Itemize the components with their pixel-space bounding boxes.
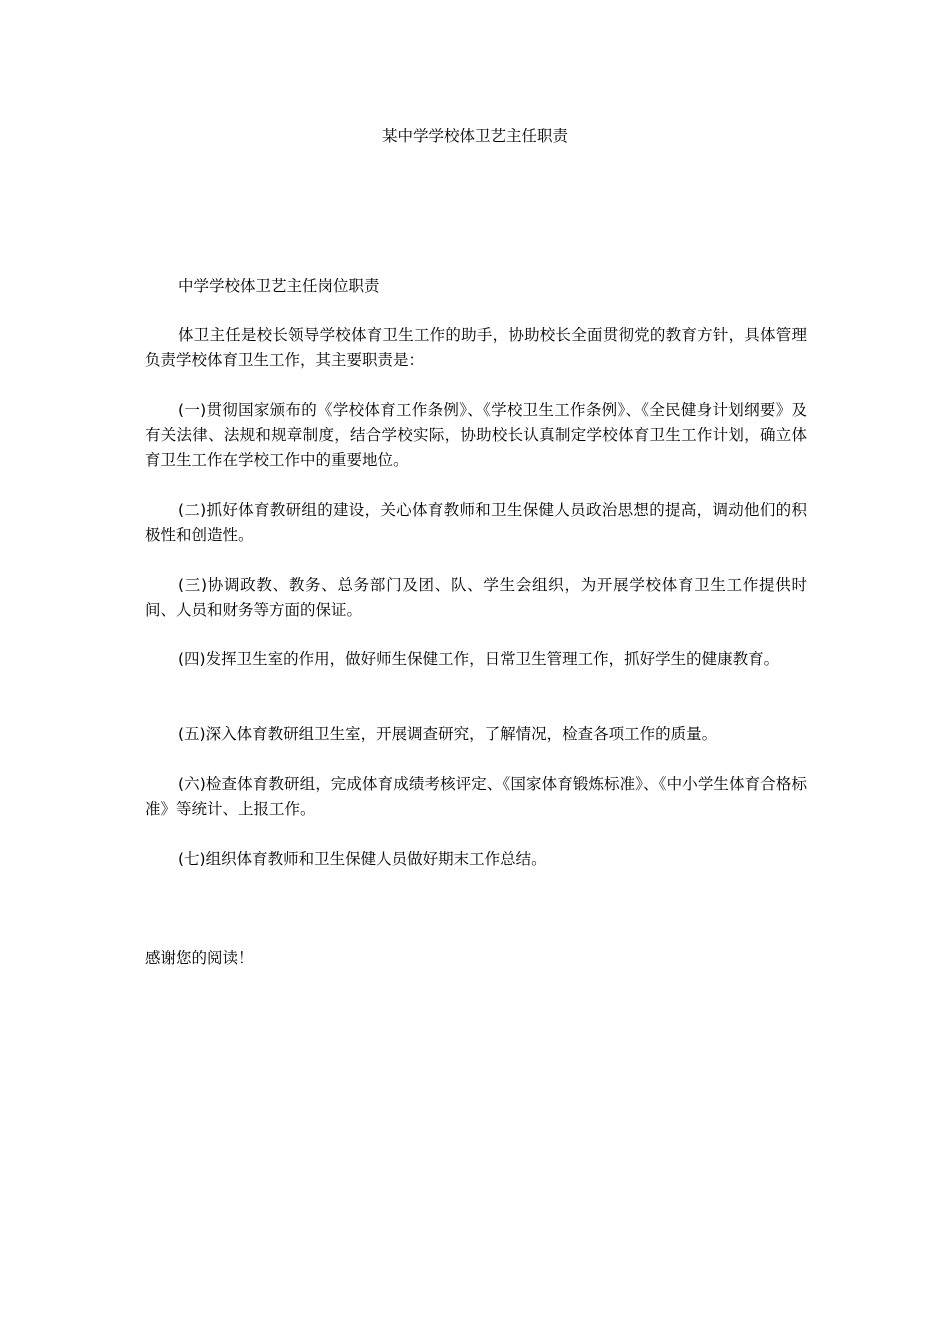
document-title: 某中学学校体卫艺主任职责 <box>381 127 568 145</box>
duty-paragraph-2: (二)抓好体育教研组的建设，关心体育教师和卫生保健人员政治思想的提高，调动他们的积极性和创造性。 <box>145 501 807 544</box>
duty-paragraph-7: (七)组织体育教师和卫生保健人员做好期末工作总结。 <box>178 850 547 868</box>
closing-note: 感谢您的阅读！ <box>145 949 254 967</box>
duty-paragraph-3: (三)协调政教、教务、总务部门及团、队、学生会组织，为开展学校体育卫生工作提供时间、人员和财务等方面的保证。 <box>145 576 807 619</box>
duty-paragraph-1: (一)贯彻国家颁布的《学校体育工作条例》、《学校卫生工作条例》、《全民健身计划纲要》及有关法律、法规和规章制度，结合学校实际，协助校长认真制定学校体育卫生工作计划，确立体育卫生工作在学校工作中的重要地位。 <box>145 401 807 469</box>
intro-paragraph: 体卫主任是校长领导学校体育卫生工作的助手，协助校长全面贯彻党的教育方针，具体管理负责学校体育卫生工作，其主要职责是： <box>145 326 807 369</box>
duty-paragraph-4: (四)发挥卫生室的作用，做好师生保健工作，日常卫生管理工作，抓好学生的健康教育。 <box>178 650 780 668</box>
section-subtitle: 中学学校体卫艺主任岗位职责 <box>178 277 380 295</box>
duty-paragraph-5: (五)深入体育教研组卫生室，开展调查研究，了解情况，检查各项工作的质量。 <box>178 725 718 743</box>
duty-paragraph-6: (六)检查体育教研组，完成体育成绩考核评定、《国家体育锻炼标准》、《中小学生体育合格标准》等统计、上报工作。 <box>145 775 807 818</box>
